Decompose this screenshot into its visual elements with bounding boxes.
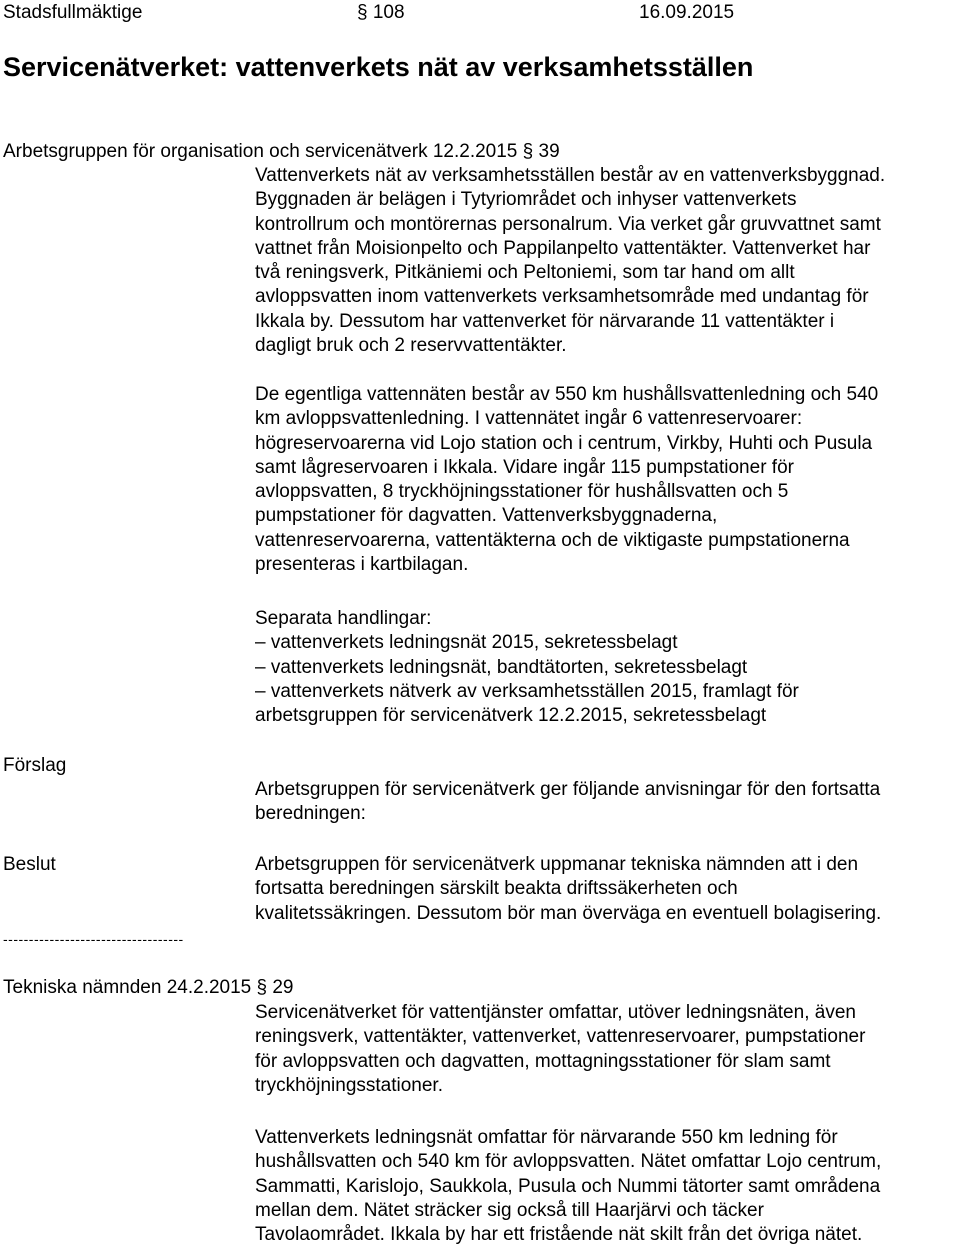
section-heading: Tekniska nämnden 24.2.2015 § 29: [3, 977, 294, 998]
text-line: avloppsvatten inom vattenverkets verksamhetsområde med undantag för: [255, 286, 869, 308]
text-line: Vattenverkets nät av verksamhetsställen består av en vattenverksbyggnad.: [255, 165, 886, 186]
text-line: Vattenverkets ledningsnät omfattar för närvarande 550 km ledning för: [255, 1127, 838, 1148]
text-line: vattnet från Moisionpelto och Pappilanpelto vattentäkter. Vattenverket har: [255, 237, 871, 259]
text-line: beredningen:: [255, 803, 366, 825]
text-line: kvalitetssäkringen. Dessutom bör man överväga en eventuell bolagisering.: [255, 902, 882, 924]
text-line: hushållsvatten och 540 km för avloppsvatten. Nätet omfattar Lojo centrum,: [255, 1151, 882, 1173]
text-line: Sammatti, Karislojo, Saukkola, Pusula och Nummi tätorter samt områdena: [255, 1175, 881, 1197]
attachments-heading: Separata handlingar:: [255, 608, 432, 629]
text-line: tryckhöjningsstationer.: [255, 1074, 443, 1096]
decision-text: [255, 853, 960, 926]
decision-label: Beslut: [3, 854, 56, 875]
header-date: 16.09.2015: [639, 2, 735, 23]
paragraph: [255, 1001, 960, 1098]
proposal-label: Förslag: [3, 755, 67, 776]
section-heading: Arbetsgruppen för organisation och servicenätverk 12.2.2015 § 39: [3, 141, 560, 162]
paragraph: [255, 164, 960, 358]
text-line: mellan dem. Nätet sträcker sig också till Haarjärvi och täcker: [255, 1199, 764, 1221]
text-line: Arbetsgruppen för servicenätverk uppmanar tekniska nämnden att i den: [255, 854, 859, 875]
text-line: reningsverk, vattentäkter, vattenverket, vattenreservoarer, pumpstationer: [255, 1026, 866, 1048]
text-line: dagligt bruk och 2 reservvattentäkter.: [255, 335, 567, 357]
attachment-item: – vattenverkets ledningsnät, bandtätorten, sekretessbelagt: [255, 656, 748, 678]
text-line: kontrollrum och montörernas personalrum. Via verket går gruvvattnet samt: [255, 213, 881, 235]
proposal-text: [255, 778, 960, 827]
attachment-item: – vattenverkets nätverk av verksamhetsställen 2015, framlagt för: [255, 680, 799, 702]
attachment-item: arbetsgruppen för servicenätverk 12.2.2015, sekretessbelagt: [255, 705, 767, 727]
text-line: Tavolaområdet. Ikkala by har ett fristående nät skilt från det övriga nätet.: [255, 1224, 863, 1246]
text-line: högreservoarerna vid Lojo station och i centrum, Virkby, Huhti och Pusula: [255, 432, 873, 454]
text-line: Servicenätverket för vattentjänster omfattar, utöver ledningsnäten, även: [255, 1002, 856, 1023]
header-section: § 108: [357, 2, 405, 23]
text-line: fortsatta beredningen särskilt beakta driftssäkerheten och: [255, 878, 738, 900]
text-line: två reningsverk, Pitkäniemi och Peltoniemi, som tar hand om allt: [255, 262, 795, 284]
text-line: presenteras i kartbilagan.: [255, 554, 469, 576]
attachments-list: [255, 607, 960, 728]
text-line: Byggnaden är belägen i Tytyriområdet och inhyser vattenverkets: [255, 189, 797, 211]
text-line: för avloppsvatten och dagvatten, mottagningsstationer för slam samt: [255, 1050, 831, 1072]
paragraph: [255, 1126, 960, 1247]
text-line: Arbetsgruppen för servicenätverk ger följande anvisningar för den fortsatta: [255, 779, 881, 800]
text-line: samt lågreservoaren i Ikkala. Vidare ingår 115 pumpstationer för: [255, 456, 794, 478]
separator-line: -----------------------------------: [3, 931, 184, 947]
text-line: Ikkala by. Dessutom har vattenverket för närvarande 11 vattentäkter i: [255, 310, 835, 332]
text-line: De egentliga vattennäten består av 550 km hushållsvattenledning och 540: [255, 384, 879, 405]
attachment-item: – vattenverkets ledningsnät 2015, sekretessbelagt: [255, 632, 678, 654]
text-line: km avloppsvattenledning. I vattennätet ingår 6 vattenreservoarer:: [255, 408, 803, 430]
header-body: Stadsfullmäktige: [3, 2, 143, 23]
page-title: Servicenätverket: vattenverkets nät av verksamhetsställen: [3, 52, 754, 82]
paragraph: [255, 383, 960, 577]
text-line: pumpstationer för dagvatten. Vattenverksbyggnaderna,: [255, 505, 718, 527]
text-line: vattenreservoarerna, vattentäkterna och de viktigaste pumpstationerna: [255, 529, 850, 551]
text-line: avloppsvatten, 8 tryckhöjningsstationer för hushållsvatten och 5: [255, 481, 789, 503]
